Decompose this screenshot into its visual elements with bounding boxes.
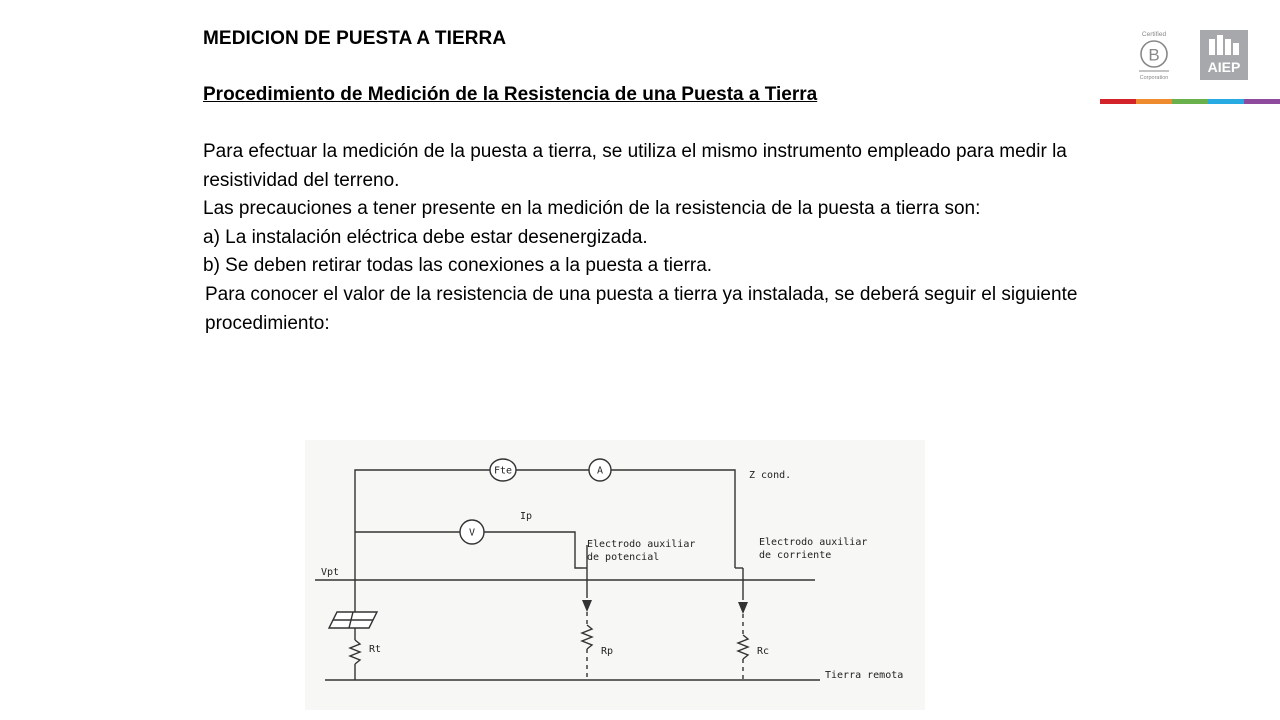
- aiep-logo-text: AIEP: [1207, 59, 1241, 75]
- rt-label: Rt: [369, 644, 382, 655]
- slide-body: [203, 138, 1093, 338]
- aiep-logo: [1200, 30, 1248, 80]
- rc-label: Rc: [757, 646, 770, 657]
- color-bar-blue: [1208, 99, 1244, 104]
- current-electrode-label-1: Electrodo auxiliar: [759, 537, 868, 548]
- z-cond-label: Z cond.: [749, 470, 792, 481]
- bcorp-bottom-text: Corporation: [1139, 75, 1169, 81]
- brand-color-bar: [1100, 99, 1280, 104]
- paragraph-procedure: Para conocer el valor de la resistencia de una puesta a tierra ya instalada, se deberá seguir el siguiente procedimiento:: [205, 283, 1078, 334]
- current-electrode-label-2: de corriente: [759, 550, 832, 561]
- bcorp-logo: [1133, 28, 1175, 84]
- color-bar-red: [1100, 99, 1136, 104]
- ip-label: Ip: [520, 511, 533, 522]
- bcorp-top-text: Certified: [1141, 31, 1167, 38]
- remote-earth-label: Tierra remota: [825, 670, 904, 681]
- color-bar-purple: [1244, 99, 1280, 104]
- bcorp-letter: B: [1148, 45, 1160, 65]
- vpt-label: Vpt: [321, 567, 340, 578]
- rp-label: Rp: [601, 646, 614, 657]
- list-item-a: a) La instalación eléctrica debe estar desenergizada.: [203, 226, 648, 248]
- color-bar-orange: [1136, 99, 1172, 104]
- paragraph-precautions: Las precauciones a tener presente en la medición de la resistencia de la puesta a tierra son:: [203, 198, 981, 220]
- source-label: Fte: [493, 465, 513, 477]
- voltmeter-label: V: [468, 527, 476, 539]
- list-item-b: b) Se deben retirar todas las conexiones a la puesta a tierra.: [203, 255, 713, 277]
- paragraph-intro: Para efectuar la medición de la puesta a tierra, se utiliza el mismo instrumento empleado para medir la resistividad del terreno.: [203, 141, 1067, 191]
- potential-electrode-label-1: Electrodo auxiliar: [587, 539, 696, 550]
- slide-subtitle: Procedimiento de Medición de la Resistencia de una Puesta a Tierra: [203, 84, 818, 105]
- potential-electrode-label-2: de potencial: [587, 552, 660, 563]
- circuit-svg: [305, 440, 925, 710]
- ammeter-label: A: [596, 465, 604, 477]
- slide-title: MEDICION DE PUESTA A TIERRA: [203, 28, 507, 49]
- color-bar-green: [1172, 99, 1208, 104]
- measurement-circuit-diagram: [305, 440, 925, 710]
